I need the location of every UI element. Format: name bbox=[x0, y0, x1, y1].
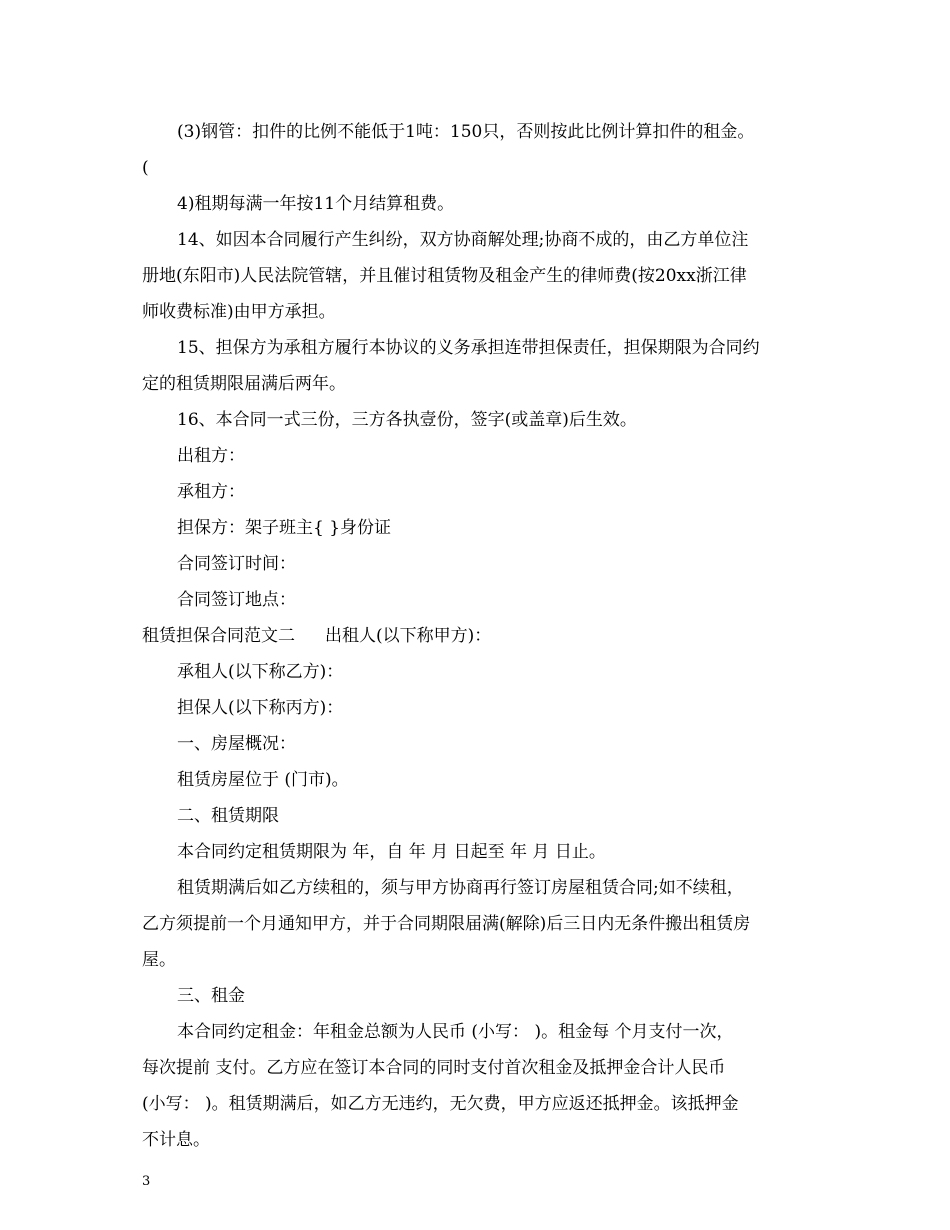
paragraph-line: 本合同约定租赁期限为 年，自 年 月 日起至 年 月 日止。 bbox=[177, 842, 606, 862]
page-number: 3 bbox=[142, 1174, 151, 1189]
paragraph-line: ( bbox=[142, 158, 149, 178]
section-title-line bbox=[142, 626, 491, 646]
signing-time-label: 合同签订时间： bbox=[177, 554, 296, 574]
paragraph-line: (3)钢管：扣件的比例不能低于1吨：150只，否则按此比例计算扣件的租金。 bbox=[177, 122, 755, 142]
section-heading: 二、租赁期限 bbox=[177, 806, 279, 826]
paragraph-line: 租赁房屋位于 (门市)。 bbox=[177, 770, 349, 790]
paragraph-line: 14、如因本合同履行产生纠纷，双方协商解处理;协商不成的，由乙方单位注 bbox=[177, 230, 749, 250]
section-heading: 三、租金 bbox=[177, 986, 245, 1006]
paragraph-line: 册地(东阳市)人民法院管辖，并且催讨租赁物及租金产生的律师费(按20xx浙江律 bbox=[142, 266, 747, 286]
lessor-party-label: 出租人(以下称甲方)： bbox=[325, 626, 492, 646]
paragraph-line: 本合同约定租金：年租金总额为人民币 (小写： )。租金每 个月支付一次， bbox=[177, 1022, 734, 1042]
lessee-party-label: 承租人(以下称乙方)： bbox=[177, 662, 344, 682]
paragraph-line: 定的租赁期限届满后两年。 bbox=[142, 374, 346, 394]
section-heading: 一、房屋概况： bbox=[177, 734, 296, 754]
paragraph-line: 每次提前 支付。乙方应在签订本合同的同时支付首次租金及抵押金合计人民币 bbox=[142, 1058, 726, 1078]
paragraph-line: 师收费标准)由甲方承担。 bbox=[142, 302, 336, 322]
paragraph-line: 4)租期每满一年按11个月结算租费。 bbox=[177, 194, 455, 214]
guarantor-signature-label: 担保方：架子班主{ }身份证 bbox=[177, 518, 392, 538]
paragraph-line: 15、担保方为承租方履行本协议的义务承担连带担保责任，担保期限为合同约 bbox=[177, 338, 760, 358]
paragraph-line: 屋。 bbox=[142, 950, 176, 970]
guarantor-party-label: 担保人(以下称丙方)： bbox=[177, 698, 344, 718]
contract-template-title: 租赁担保合同范文二 bbox=[142, 626, 295, 646]
paragraph-line: 16、本合同一式三份，三方各执壹份，签字(或盖章)后生效。 bbox=[177, 410, 637, 430]
paragraph-line: 租赁期满后如乙方续租的，须与甲方协商再行签订房屋租赁合同;如不续租， bbox=[177, 878, 744, 898]
paragraph-line: 乙方须提前一个月通知甲方，并于合同期限届满(解除)后三日内无条件搬出租赁房 bbox=[142, 914, 751, 934]
lessor-signature-label: 出租方： bbox=[177, 446, 245, 466]
lessee-signature-label: 承租方： bbox=[177, 482, 245, 502]
paragraph-line: (小写： )。租赁期满后，如乙方无违约，无欠费，甲方应返还抵押金。该抵押金 bbox=[142, 1094, 739, 1114]
signing-place-label: 合同签订地点： bbox=[177, 590, 296, 610]
paragraph-line: 不计息。 bbox=[142, 1130, 210, 1150]
